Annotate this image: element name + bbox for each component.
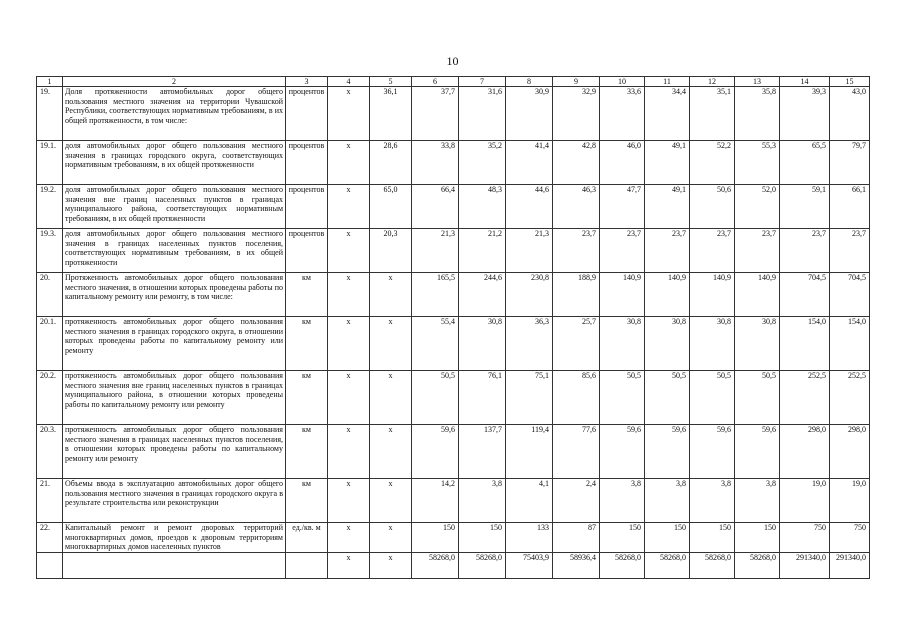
row-number: 20.3. [37,425,63,479]
value-cell: 25,7 [553,317,600,371]
value-cell: 30,8 [690,317,735,371]
value-cell: 50,5 [600,371,645,425]
table-row [37,371,870,425]
header-cell: 10 [600,77,645,87]
table-row [37,479,870,523]
value-cell: 58268,0 [690,552,735,578]
value-cell: 298,0 [830,425,870,479]
table-row [37,273,870,317]
indicator-description: Доля протяженности автомобильных дорог общего пользования местного значения на территории Чувашской Республики, соответствующих нормативным требованиям, в их общей протяженности, в том числе: [63,87,286,141]
value-cell: 58268,0 [735,552,780,578]
value-cell: 150 [600,523,645,553]
value-cell: 23,7 [690,229,735,273]
value-cell: 3,8 [735,479,780,523]
value-cell: 150 [735,523,780,553]
value-cell: 59,6 [645,425,690,479]
value-cell: 48,3 [459,185,506,229]
value-cell: x [370,479,412,523]
value-cell: 85,6 [553,371,600,425]
value-cell: 4,1 [506,479,553,523]
value-cell: 23,7 [553,229,600,273]
value-cell: 46,3 [553,185,600,229]
header-cell: 3 [286,77,328,87]
indicator-description: протяженность автомобильных дорог общего пользования местного значения в границах городского округа, в отношении которых проведены работы по капитальному ремонту или ремонту [63,317,286,371]
value-cell: 140,9 [735,273,780,317]
value-cell: 30,8 [600,317,645,371]
value-cell: 704,5 [780,273,830,317]
value-cell: x [328,273,370,317]
value-cell: 33,8 [412,141,459,185]
indicator-description: доля автомобильных дорог общего пользования местного значения в границах городского округа, соответствующих нормативным требованиям, в их общей протяженности [63,141,286,185]
value-cell: 291340,0 [830,552,870,578]
value-cell: 137,7 [459,425,506,479]
value-cell: 32,9 [553,87,600,141]
value-cell: x [328,425,370,479]
table-body [37,77,870,579]
table-row [37,552,870,578]
value-cell: 49,1 [645,185,690,229]
value-cell: 140,9 [645,273,690,317]
value-cell: x [370,317,412,371]
indicator-description: доля автомобильных дорог общего пользования местного значения вне границ населенных пунктов в границах муниципального района, соответствующих нормативным требованиям, в их общей протяженности [63,185,286,229]
indicator-description [63,552,286,578]
header-cell: 1 [37,77,63,87]
row-number: 20.2. [37,371,63,425]
table-row [37,425,870,479]
value-cell: 55,3 [735,141,780,185]
indicator-description: Протяженность автомобильных дорог общего пользования местного значения, в отношении которых проведены работы по капитальному ремонту или ремонту, в том числе: [63,273,286,317]
value-cell: 77,6 [553,425,600,479]
value-cell: 30,9 [506,87,553,141]
value-cell: 36,1 [370,87,412,141]
value-cell: 30,8 [459,317,506,371]
row-number: 20.1. [37,317,63,371]
header-cell: 4 [328,77,370,87]
unit-cell: км [286,425,328,479]
table-row [37,523,870,553]
value-cell: 28,6 [370,141,412,185]
value-cell: 50,5 [690,371,735,425]
value-cell: 33,6 [600,87,645,141]
data-table [36,76,870,579]
value-cell: 188,9 [553,273,600,317]
value-cell: 59,1 [780,185,830,229]
value-cell: 252,5 [830,371,870,425]
value-cell: 750 [780,523,830,553]
header-cell: 6 [412,77,459,87]
indicator-description: протяженность автомобильных дорог общего пользования местного значения вне границ населенных пунктов в границах муниципального района, в отношении которых проведены работы по капитальному ремонту или ремонту [63,371,286,425]
value-cell: 35,2 [459,141,506,185]
value-cell: 30,8 [735,317,780,371]
header-cell: 11 [645,77,690,87]
header-cell: 15 [830,77,870,87]
value-cell: 704,5 [830,273,870,317]
value-cell: 47,7 [600,185,645,229]
header-cell: 13 [735,77,780,87]
value-cell: 55,4 [412,317,459,371]
unit-cell: процентов [286,87,328,141]
unit-cell: процентов [286,185,328,229]
value-cell: 66,4 [412,185,459,229]
value-cell: 20,3 [370,229,412,273]
value-cell: 79,7 [830,141,870,185]
row-number: 19.3. [37,229,63,273]
unit-cell: км [286,317,328,371]
value-cell: 119,4 [506,425,553,479]
value-cell: 50,5 [735,371,780,425]
value-cell: 30,8 [645,317,690,371]
value-cell: 21,3 [412,229,459,273]
unit-cell: км [286,479,328,523]
value-cell: 49,1 [645,141,690,185]
value-cell: x [328,479,370,523]
row-number [37,552,63,578]
value-cell: 37,7 [412,87,459,141]
value-cell: 59,6 [600,425,645,479]
value-cell: 65,0 [370,185,412,229]
page-number: 10 [446,54,459,68]
header-cell: 14 [780,77,830,87]
value-cell: x [370,523,412,553]
value-cell: 230,8 [506,273,553,317]
header-cell: 5 [370,77,412,87]
value-cell: 59,6 [690,425,735,479]
value-cell: 58268,0 [412,552,459,578]
unit-cell [286,552,328,578]
indicator-description: доля автомобильных дорог общего пользования местного значения в границах населенных пунктов поселения, соответствующих нормативным требованиям, в их общей протяженности [63,229,286,273]
value-cell: 58268,0 [645,552,690,578]
value-cell: 150 [459,523,506,553]
value-cell: 36,3 [506,317,553,371]
value-cell: 244,6 [459,273,506,317]
value-cell: 19,0 [830,479,870,523]
unit-cell: процентов [286,229,328,273]
value-cell: 150 [690,523,735,553]
unit-cell: км [286,371,328,425]
table-row [37,141,870,185]
value-cell: 750 [830,523,870,553]
value-cell: 76,1 [459,371,506,425]
row-number: 22. [37,523,63,553]
value-cell: 34,4 [645,87,690,141]
value-cell: 44,6 [506,185,553,229]
indicator-description: Объемы ввода в эксплуатацию автомобильных дорог общего пользования местного значения в границах городского округа в результате строительства или реконструкции [63,479,286,523]
value-cell: 23,7 [830,229,870,273]
value-cell: 50,5 [645,371,690,425]
value-cell: x [328,141,370,185]
value-cell: 41,4 [506,141,553,185]
value-cell: 65,5 [780,141,830,185]
value-cell: 14,2 [412,479,459,523]
value-cell: 23,7 [780,229,830,273]
indicator-description: протяженность автомобильных дорог общего пользования местного значения в границах населенных пунктов поселения, в отношении которых проведены работы по капитальному ремонту или ремонту [63,425,286,479]
row-number: 20. [37,273,63,317]
unit-cell: км [286,273,328,317]
value-cell: 52,2 [690,141,735,185]
value-cell: 2,4 [553,479,600,523]
value-cell: 46,0 [600,141,645,185]
value-cell: 58268,0 [459,552,506,578]
unit-cell: процентов [286,141,328,185]
value-cell: 50,6 [690,185,735,229]
value-cell: 35,8 [735,87,780,141]
value-cell: 75403,9 [506,552,553,578]
value-cell: x [370,371,412,425]
value-cell: 133 [506,523,553,553]
header-row [37,77,870,87]
value-cell: 23,7 [600,229,645,273]
value-cell: 298,0 [780,425,830,479]
header-cell: 12 [690,77,735,87]
value-cell: 3,8 [645,479,690,523]
value-cell: 23,7 [735,229,780,273]
value-cell: 150 [412,523,459,553]
value-cell: 291340,0 [780,552,830,578]
value-cell: 154,0 [830,317,870,371]
value-cell: 31,6 [459,87,506,141]
value-cell: 252,5 [780,371,830,425]
value-cell: 154,0 [780,317,830,371]
value-cell: 75,1 [506,371,553,425]
value-cell: 59,6 [735,425,780,479]
row-number: 19.2. [37,185,63,229]
table-row [37,229,870,273]
table-row [37,317,870,371]
value-cell: 52,0 [735,185,780,229]
value-cell: x [328,87,370,141]
value-cell: x [328,317,370,371]
table-row [37,185,870,229]
value-cell: 58268,0 [600,552,645,578]
value-cell: 42,8 [553,141,600,185]
value-cell: x [370,552,412,578]
value-cell: 58936,4 [553,552,600,578]
value-cell: 35,1 [690,87,735,141]
value-cell: 21,3 [506,229,553,273]
value-cell: 50,5 [412,371,459,425]
value-cell: x [328,371,370,425]
value-cell: x [370,425,412,479]
value-cell: 43,0 [830,87,870,141]
value-cell: 3,8 [600,479,645,523]
row-number: 19. [37,87,63,141]
value-cell: x [328,229,370,273]
value-cell: 3,8 [459,479,506,523]
value-cell: 87 [553,523,600,553]
value-cell: 140,9 [600,273,645,317]
row-number: 19.1. [37,141,63,185]
indicator-description: Капитальный ремонт и ремонт дворовых территорий многоквартирных домов, проездов к дворовым территориям многоквартирных домов населенных пунктов [63,523,286,553]
value-cell: 165,5 [412,273,459,317]
value-cell: 140,9 [690,273,735,317]
unit-cell: ед./кв. м [286,523,328,553]
value-cell: x [328,523,370,553]
value-cell: 66,1 [830,185,870,229]
row-number: 21. [37,479,63,523]
value-cell: x [370,273,412,317]
value-cell: 21,2 [459,229,506,273]
header-cell: 9 [553,77,600,87]
header-cell: 8 [506,77,553,87]
table-row [37,87,870,141]
value-cell: 3,8 [690,479,735,523]
header-cell: 7 [459,77,506,87]
value-cell: 19,0 [780,479,830,523]
value-cell: 39,3 [780,87,830,141]
value-cell: x [328,552,370,578]
value-cell: 59,6 [412,425,459,479]
value-cell: x [328,185,370,229]
value-cell: 23,7 [645,229,690,273]
value-cell: 150 [645,523,690,553]
header-cell: 2 [63,77,286,87]
